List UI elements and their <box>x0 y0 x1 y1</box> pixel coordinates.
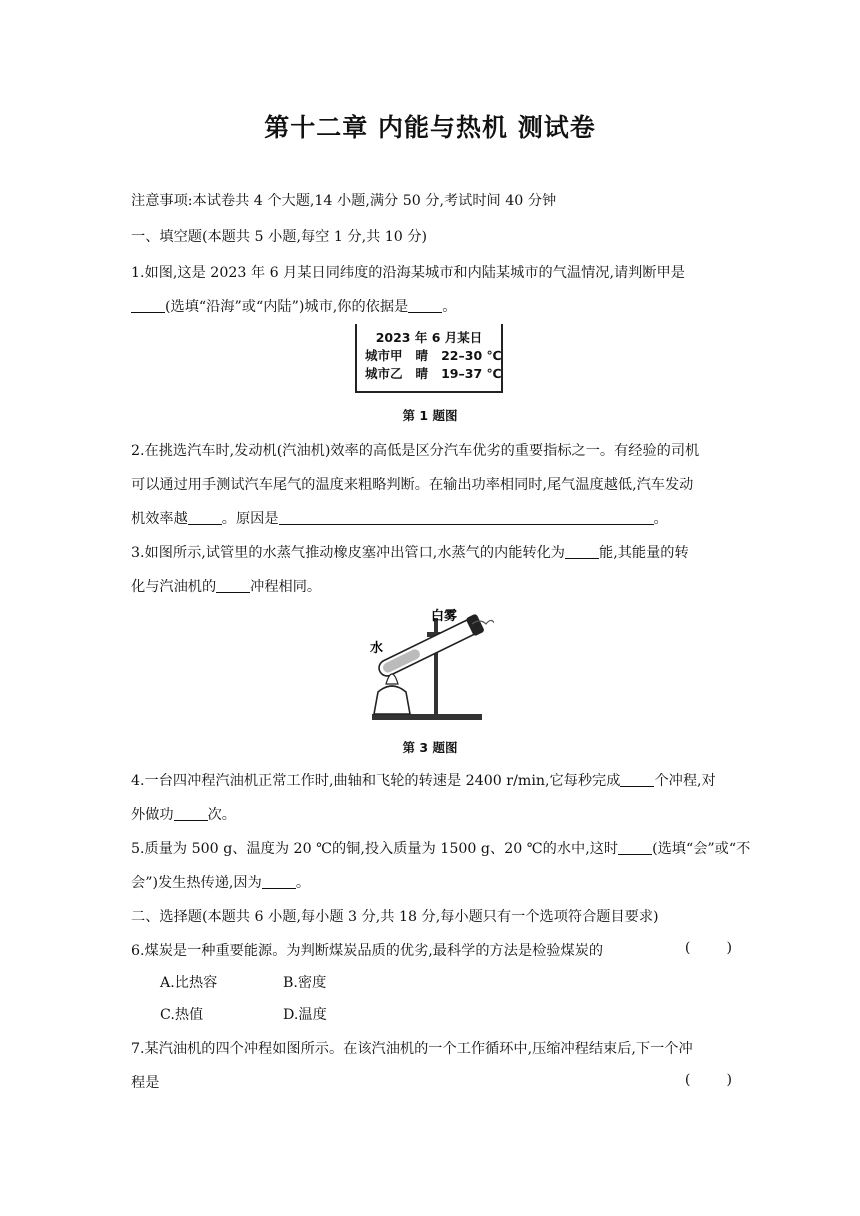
figure-3-caption: 第 3 题图 <box>402 740 458 755</box>
option-a: A.比热容 <box>160 975 218 991</box>
figure-1-caption: 第 1 题图 <box>402 408 458 423</box>
question-6-answer-paren: ( ) <box>684 940 732 956</box>
question-3-line-1: 3.如图所示,试管里的水蒸气推动橡皮塞冲出管口,水蒸气的内能转化为 能,其能量的转 <box>131 545 689 561</box>
answer-blank <box>279 510 654 525</box>
question-5-line-2: 会”)发生热传递,因为 。 <box>131 875 311 891</box>
stand-base <box>372 714 482 720</box>
question-7-answer-paren: ( ) <box>684 1072 732 1088</box>
option-b: B.密度 <box>283 975 327 991</box>
answer-blank <box>188 510 222 525</box>
option-d: D.温度 <box>283 1007 327 1023</box>
answer-blank <box>565 544 599 559</box>
weather-city-a: 城市甲 晴 22–30 ℃ <box>365 348 502 363</box>
answer-blank <box>131 298 165 313</box>
answer-blank <box>408 298 442 313</box>
question-5-line-1: 5.质量为 500 g、温度为 20 ℃的铜,投入质量为 1500 g、20 ℃的水中,这时 (选填“会”或“不 <box>131 841 751 857</box>
weather-date: 2023 年 6 月某日 <box>375 330 483 345</box>
question-7-line-1: 7.某汽油机的四个冲程如图所示。在该汽油机的一个工作循环中,压缩冲程结束后,下一个冲 <box>131 1041 693 1057</box>
question-3-line-2: 化与汽油机的 冲程相同。 <box>131 579 322 595</box>
label-white-fog: 白雾 <box>431 609 458 624</box>
question-2-line-1: 2.在挑选汽车时,发动机(汽油机)效率的高低是区分汽车优劣的重要指标之一。有经验的司机 <box>131 443 700 459</box>
question-7-line-2: 程是 <box>131 1075 160 1091</box>
option-c: C.热值 <box>160 1007 204 1023</box>
question-2-line-2: 可以通过用手测试汽车尾气的温度来粗略判断。在输出功率相同时,尾气温度越低,汽车发动 <box>131 477 694 493</box>
question-6-text: 6.煤炭是一种重要能源。为判断煤炭品质的优劣,最科学的方法是检验煤炭的 <box>131 943 604 959</box>
answer-blank <box>618 840 652 855</box>
question-2-line-3: 机效率越 。原因是 。 <box>131 511 668 527</box>
notice: 注意事项:本试卷共 4 个大题,14 小题,满分 50 分,考试时间 40 分钟 <box>131 193 557 209</box>
section-choice-heading: 二、选择题(本题共 6 小题,每小题 3 分,共 18 分,每小题只有一个选项符合题目要求) <box>131 909 659 925</box>
answer-blank <box>620 772 654 787</box>
question-1-line-2: (选填“沿海”或“内陆”)城市,你的依据是 。 <box>131 296 456 316</box>
alcohol-lamp <box>374 686 410 714</box>
question-4-line-1: 4.一台四冲程汽油机正常工作时,曲轴和飞轮的转速是 2400 r/min,它每秒完成 个冲程,对 <box>131 773 716 789</box>
page-title: 第十二章 内能与热机 测试卷 <box>264 113 596 142</box>
label-water: 水 <box>370 641 384 656</box>
weather-city-b: 城市乙 晴 19–37 ℃ <box>365 366 502 381</box>
answer-blank <box>174 806 208 821</box>
answer-blank <box>262 874 296 889</box>
answer-blank <box>216 578 250 593</box>
section-fill-in-heading: 一、填空题(本题共 5 小题,每空 1 分,共 10 分) <box>131 229 428 245</box>
test-tube-steam-figure <box>364 602 494 724</box>
question-1-line-1: 1.如图,这是 2023 年 6 月某日同纬度的沿海某城市和内陆某城市的气温情况,请判断甲是 <box>131 265 685 281</box>
question-4-line-2: 外做功 次。 <box>131 807 236 823</box>
weather-table <box>355 324 503 393</box>
